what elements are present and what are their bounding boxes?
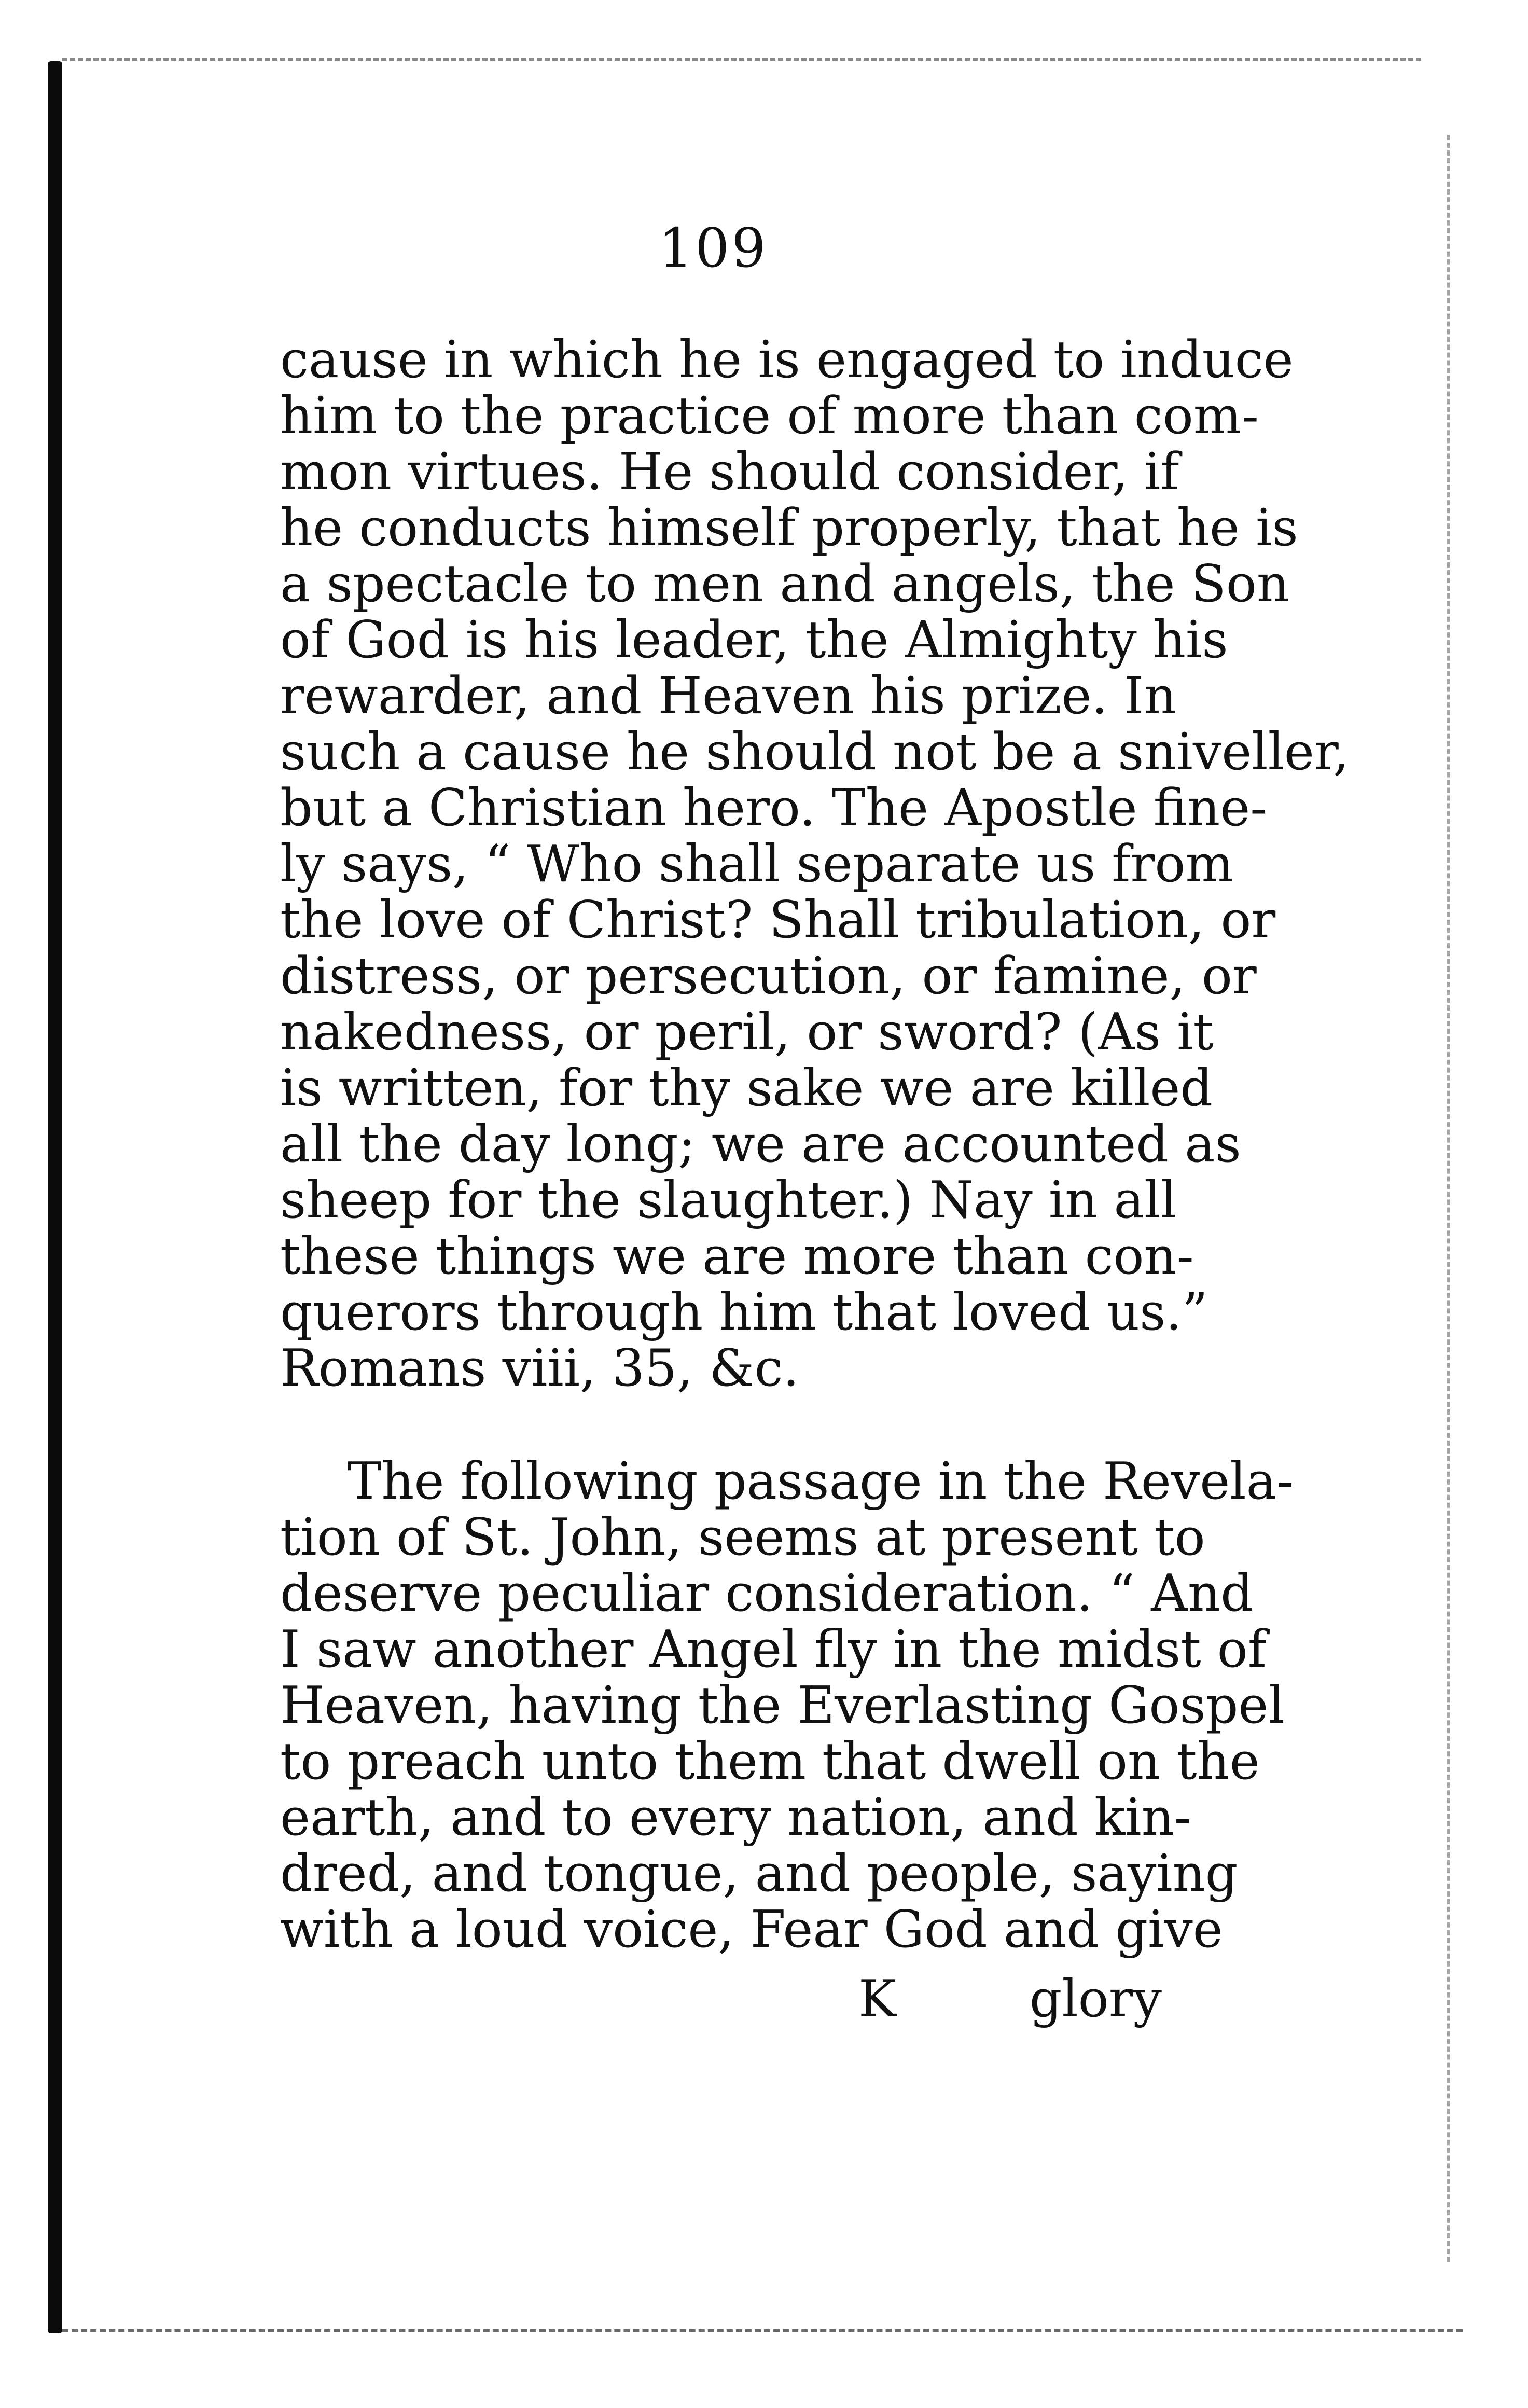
- page-bottom-edge: [62, 2329, 1463, 2332]
- text-line: him to the practice of more than com-: [280, 386, 1259, 446]
- text-line: is written, for thy sake we are killed: [280, 1059, 1213, 1118]
- text-line: he conducts himself properly, that he is: [280, 499, 1298, 558]
- text-line: these things we are more than con-: [280, 1227, 1194, 1286]
- text-line: nakedness, or peril, or sword? (As it: [280, 1003, 1214, 1062]
- paragraph-1: [280, 330, 1350, 1398]
- text-line: Heaven, having the Everlasting Gospel: [280, 1676, 1285, 1735]
- page-top-edge: [62, 58, 1421, 61]
- text-line: cause in which he is engaged to induce: [280, 330, 1294, 390]
- text-line: of God is his leader, the Almighty his: [280, 611, 1228, 670]
- text-line: earth, and to every nation, and kin-: [280, 1788, 1191, 1847]
- text-line: such a cause he should not be a sniveller,: [280, 723, 1350, 782]
- text-line: deserve peculiar consideration. “ And: [280, 1564, 1253, 1623]
- text-line: ly says, “ Who shall separate us from: [280, 835, 1234, 894]
- text-line: the love of Christ? Shall tribulation, or: [280, 891, 1276, 950]
- page-number: 109: [659, 216, 768, 280]
- direction-line: [280, 1971, 1162, 2027]
- text-line: to preach unto them that dwell on the: [280, 1732, 1260, 1791]
- text-line: but a Christian hero. The Apostle fine-: [280, 779, 1268, 838]
- page-binding-edge: [48, 61, 62, 2333]
- text-line: The following passage in the Revela-: [348, 1452, 1294, 1511]
- text-line: querors through him that loved us.”: [280, 1283, 1208, 1342]
- paragraph-2: [280, 1452, 1294, 1959]
- body-text: [280, 330, 1350, 1959]
- text-line: rewarder, and Heaven his prize. In: [280, 667, 1177, 726]
- text-line: I saw another Angel fly in the midst of: [280, 1620, 1267, 1679]
- text-line: dred, and tongue, and people, saying: [280, 1844, 1238, 1903]
- text-line: Romans viii, 35, &c.: [280, 1339, 799, 1398]
- text-line: with a loud voice, Fear God and give: [280, 1900, 1223, 1959]
- text-line: tion of St. John, seems at present to: [280, 1508, 1205, 1567]
- text-line: sheep for the slaughter.) Nay in all: [280, 1171, 1177, 1230]
- text-line: all the day long; we are accounted as: [280, 1115, 1241, 1174]
- text-line: a spectacle to men and angels, the Son: [280, 555, 1289, 614]
- catchword: glory: [1029, 1970, 1162, 2029]
- signature-mark: K: [858, 1970, 897, 2029]
- text-line: distress, or persecution, or famine, or: [280, 947, 1257, 1006]
- page-right-edge: [1447, 135, 1450, 2262]
- paragraph-gap: [280, 1396, 1162, 1454]
- text-line: mon virtues. He should consider, if: [280, 442, 1179, 502]
